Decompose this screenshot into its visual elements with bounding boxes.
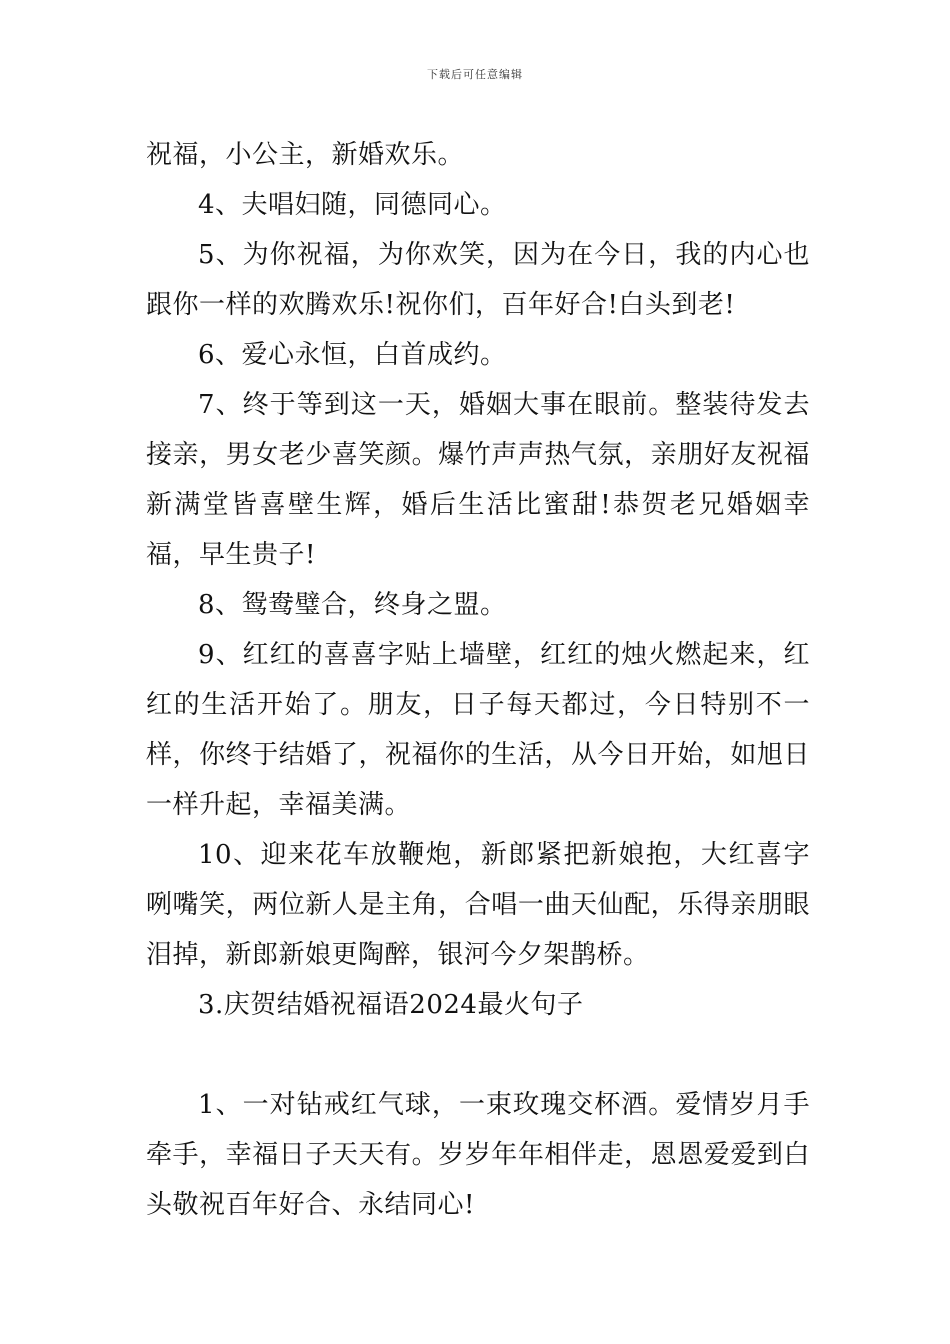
document-body <box>146 130 810 1230</box>
section-heading-3: 3.庆贺结婚祝福语2024最火句子 <box>198 990 584 1020</box>
paragraph-section3-item-1: 1、一对钻戒红气球，一束玫瑰交杯酒。爱情岁月手牵手，幸福日子天天有。岁岁年年相伴走，恩恩爱爱到白头敬祝百年好合、永结同心! <box>146 1090 810 1220</box>
paragraph-item-4: 4、夫唱妇随，同德同心。 <box>198 190 507 220</box>
paragraph-item-7: 7、终于等到这一天，婚姻大事在眼前。整装待发去接亲，男女老少喜笑颜。爆竹声声热气氛，亲朋好友祝福新满堂皆喜壁生辉，婚后生活比蜜甜!恭贺老兄婚姻幸福，早生贵子! <box>146 390 810 570</box>
header-note: 下载后可任意编辑 <box>427 68 523 81</box>
paragraph-item-8: 8、鸳鸯璧合，终身之盟。 <box>198 590 507 620</box>
section-gap <box>146 1030 810 1080</box>
paragraph-item-6: 6、爱心永恒，白首成约。 <box>198 340 507 370</box>
paragraph-item-9: 9、红红的喜喜字贴上墙壁，红红的烛火燃起来，红红的生活开始了。朋友，日子每天都过，今日特别不一样，你终于结婚了，祝福你的生活，从今日开始，如旭日一样升起，幸福美满。 <box>146 640 810 820</box>
paragraph-continuation: 祝福，小公主，新婚欢乐。 <box>146 140 465 170</box>
paragraph-item-10: 10、迎来花车放鞭炮，新郎紧把新娘抱，大红喜字咧嘴笑，两位新人是主角，合唱一曲天仙配，乐得亲朋眼泪掉，新郎新娘更陶醉，银河今夕架鹊桥。 <box>146 840 810 970</box>
paragraph-item-5: 5、为你祝福，为你欢笑，因为在今日，我的内心也跟你一样的欢腾欢乐!祝你们，百年好合!白头到老! <box>146 240 810 320</box>
